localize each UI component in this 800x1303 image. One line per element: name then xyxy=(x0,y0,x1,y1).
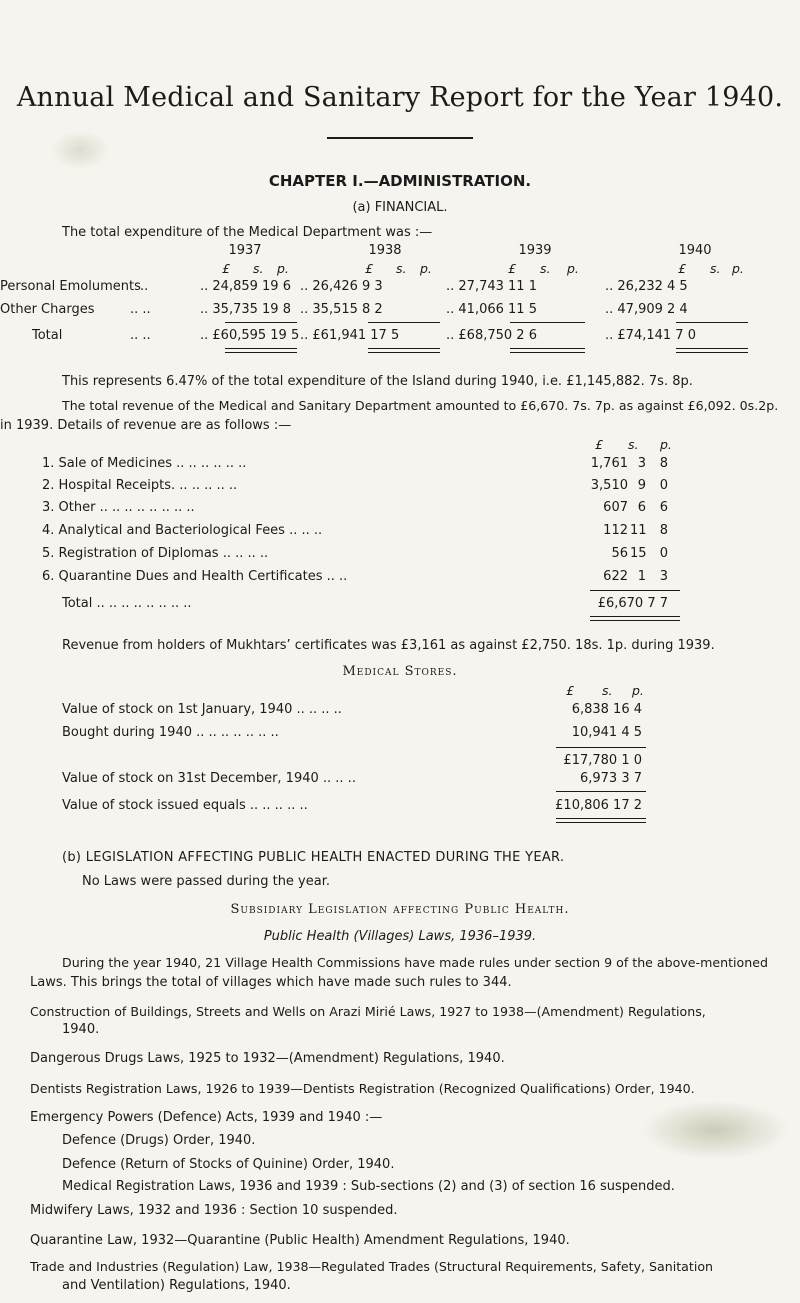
subtotal-rule xyxy=(368,322,440,323)
stores-value: £10,806 17 2 xyxy=(555,798,642,813)
revenue-pence: 8 xyxy=(659,523,668,538)
row-label: Other Charges xyxy=(0,302,95,317)
stores-label: Value of stock issued equals .. .. .. .. .. xyxy=(62,798,308,813)
title-divider xyxy=(327,137,473,139)
year-1937: 1937 xyxy=(228,243,262,258)
row-dots: .. .. xyxy=(130,302,151,317)
year-1939: 1939 xyxy=(518,243,552,258)
no-laws-text: No Laws were passed during the year. xyxy=(82,874,331,889)
penny-unit: p. xyxy=(420,261,432,276)
revenue-pounds: 3,510 xyxy=(590,478,628,493)
list-item xyxy=(0,523,800,541)
list-item: Quarantine Law, 1932—Quarantine (Public Health) Amendment Regulations, 1940. xyxy=(30,1233,570,1248)
expenditure-intro: The total expenditure of the Medical Department was :— xyxy=(62,225,433,240)
pound-unit: £ xyxy=(508,261,516,276)
public-health-heading: Public Health (Villages) Laws, 1936–1939. xyxy=(263,929,537,944)
list-item xyxy=(0,478,800,496)
revenue-pence: 0 xyxy=(659,478,668,493)
table-row xyxy=(0,771,800,789)
shilling-unit: s. xyxy=(253,261,264,276)
revenue-shillings: 6 xyxy=(637,500,646,515)
chapter-heading: CHAPTER I.—ADMINISTRATION. xyxy=(268,172,532,190)
value-1940: .. 47,909 2 4 xyxy=(605,302,688,317)
list-item: Defence (Return of Stocks of Quinine) Order, 1940. xyxy=(62,1157,395,1172)
row-dots: .. .. xyxy=(130,328,151,343)
total-double-rule xyxy=(556,818,646,823)
year-1938: 1938 xyxy=(368,243,402,258)
row-dots: .. xyxy=(140,279,149,294)
value-1939: .. £68,750 2 6 xyxy=(446,328,537,343)
value-1938: .. 35,515 8 2 xyxy=(300,302,383,317)
revenue-paragraph-line2: in 1939. Details of revenue are as follows :— xyxy=(0,418,292,433)
paper-stain xyxy=(50,130,110,170)
list-item: Defence (Drugs) Order, 1940. xyxy=(62,1133,256,1148)
revenue-shillings: 1 xyxy=(637,569,646,584)
value-1937: .. 24,859 19 6 xyxy=(200,279,291,294)
page-title: Annual Medical and Sanitary Report for the Year 1940. xyxy=(16,82,784,113)
revenue-pounds: 1,761 xyxy=(590,456,628,471)
value-1938: .. £61,941 17 5 xyxy=(300,328,400,343)
stores-label: Value of stock on 31st December, 1940 .. .. .. xyxy=(62,771,356,786)
revenue-pounds: 607 xyxy=(603,500,628,515)
shilling-unit: s. xyxy=(628,437,639,452)
village-paragraph-line1: During the year 1940, 21 Village Health Commissions have made rules under section 9 of the above-mentioned xyxy=(62,955,768,970)
medical-stores-heading: Medical Stores. xyxy=(342,664,458,679)
list-item: and Ventilation) Regulations, 1940. xyxy=(62,1278,291,1293)
stores-label: Bought during 1940 .. .. .. .. .. .. .. xyxy=(62,725,279,740)
penny-unit: p. xyxy=(660,437,672,452)
shilling-unit: s. xyxy=(602,683,613,698)
list-item: Dentists Registration Laws, 1926 to 1939—Dentists Registration (Recognized Qualifications) Order, 1940. xyxy=(30,1081,695,1096)
subtotal-rule xyxy=(225,322,297,323)
revenue-label: 1. Sale of Medicines .. .. .. .. .. .. xyxy=(42,456,247,471)
revenue-shillings: 3 xyxy=(637,456,646,471)
total-double-rule xyxy=(225,348,297,353)
section-a-heading: (a) FINANCIAL. xyxy=(352,200,448,215)
value-1939: .. 27,743 11 1 xyxy=(446,279,537,294)
value-1937: .. £60,595 19 5 xyxy=(200,328,300,343)
row-label: Total xyxy=(32,328,63,343)
list-item xyxy=(0,546,800,564)
list-item xyxy=(0,500,800,518)
revenue-pence: 3 xyxy=(659,569,668,584)
revenue-pence: 8 xyxy=(659,456,668,471)
revenue-total-row xyxy=(0,596,800,614)
subtotal-rule xyxy=(510,322,585,323)
value-1939: .. 41,066 11 5 xyxy=(446,302,537,317)
stores-value: 6,973 3 7 xyxy=(579,771,642,786)
list-item: Trade and Industries (Regulation) Law, 1938—Regulated Trades (Structural Requirements, Safety, Sanitation xyxy=(30,1259,714,1274)
revenue-pounds: 112 xyxy=(603,523,628,538)
revenue-shillings: 11 xyxy=(630,523,647,538)
revenue-shillings: 15 xyxy=(630,546,647,561)
table-row xyxy=(0,702,800,720)
shilling-unit: s. xyxy=(396,261,407,276)
revenue-label: 6. Quarantine Dues and Health Certificates .. .. xyxy=(42,569,348,584)
total-double-rule xyxy=(590,616,680,621)
list-item: Midwifery Laws, 1932 and 1936 : Section 10 suspended. xyxy=(30,1203,398,1218)
represents-paragraph: This represents 6.47% of the total expenditure of the Island during 1940, i.e. £1,145,882. 7s. 8p. xyxy=(62,374,693,389)
revenue-label: 5. Registration of Diplomas .. .. .. .. xyxy=(42,546,269,561)
pound-unit: £ xyxy=(566,683,574,698)
mukhtars-paragraph: Revenue from holders of Mukhtars’ certificates was £3,161 as against £2,750. 18s. 1p. during 1939. xyxy=(62,638,715,653)
table-row xyxy=(0,725,800,743)
village-paragraph-line2: Laws. This brings the total of villages which have made such rules to 344. xyxy=(30,975,512,990)
pound-unit: £ xyxy=(678,261,686,276)
penny-unit: p. xyxy=(567,261,579,276)
revenue-pounds: 622 xyxy=(603,569,628,584)
list-item: Dangerous Drugs Laws, 1925 to 1932—(Amendment) Regulations, 1940. xyxy=(30,1051,505,1066)
penny-unit: p. xyxy=(277,261,289,276)
table-row xyxy=(0,753,800,771)
subsidiary-legislation-heading: Subsidiary Legislation affecting Public Health. xyxy=(230,902,570,917)
subtotal-rule xyxy=(556,791,646,792)
list-item: Medical Registration Laws, 1936 and 1939 : Sub-sections (2) and (3) of section 16 suspended. xyxy=(62,1179,675,1194)
total-double-rule xyxy=(510,348,585,353)
section-b-heading: (b) LEGISLATION AFFECTING PUBLIC HEALTH ENACTED DURING THE YEAR. xyxy=(62,850,565,865)
total-double-rule xyxy=(368,348,440,353)
shilling-unit: s. xyxy=(710,261,721,276)
row-label: Personal Emoluments xyxy=(0,279,141,294)
revenue-pence: 6 xyxy=(659,500,668,515)
shilling-unit: s. xyxy=(540,261,551,276)
value-1940: .. £74,141 7 0 xyxy=(605,328,696,343)
revenue-label: 3. Other .. .. .. .. .. .. .. .. xyxy=(42,500,195,515)
value-1937: .. 35,735 19 8 xyxy=(200,302,291,317)
list-item: 1940. xyxy=(62,1022,100,1037)
subtotal-rule xyxy=(590,590,680,591)
penny-unit: p. xyxy=(632,683,644,698)
paper-stain xyxy=(640,1100,790,1160)
stores-label: Value of stock on 1st January, 1940 .. .. .. .. xyxy=(62,702,342,717)
list-item xyxy=(0,456,800,474)
revenue-label: 4. Analytical and Bacteriological Fees .. .. .. xyxy=(42,523,323,538)
pound-unit: £ xyxy=(222,261,230,276)
stores-value: £17,780 1 0 xyxy=(563,753,642,768)
revenue-pence: 0 xyxy=(659,546,668,561)
pound-unit: £ xyxy=(595,437,603,452)
revenue-pounds: 56 xyxy=(611,546,628,561)
table-row xyxy=(0,798,800,816)
value-1940: .. 26,232 4 5 xyxy=(605,279,688,294)
total-double-rule xyxy=(676,348,748,353)
value-1938: .. 26,426 9 3 xyxy=(300,279,383,294)
revenue-label: 2. Hospital Receipts. .. .. .. .. .. xyxy=(42,478,238,493)
pound-unit: £ xyxy=(365,261,373,276)
revenue-paragraph-line1: The total revenue of the Medical and Sanitary Department amounted to £6,670. 7s. 7p. as against £6,092. 0s.2p. xyxy=(62,398,779,413)
list-item: Construction of Buildings, Streets and Wells on Arazi Mirié Laws, 1927 to 1938—(Amendment) Regulations, xyxy=(30,1004,706,1019)
subtotal-rule xyxy=(556,747,646,748)
revenue-total-label: Total .. .. .. .. .. .. .. .. xyxy=(62,596,192,611)
stores-value: 6,838 16 4 xyxy=(571,702,642,717)
revenue-shillings: 9 xyxy=(637,478,646,493)
list-item: Emergency Powers (Defence) Acts, 1939 and 1940 :— xyxy=(30,1110,383,1125)
subtotal-rule xyxy=(676,322,748,323)
year-1940: 1940 xyxy=(678,243,712,258)
stores-value: 10,941 4 5 xyxy=(571,725,642,740)
penny-unit: p. xyxy=(732,261,744,276)
list-item xyxy=(0,569,800,587)
revenue-total-value: £6,670 7 7 xyxy=(597,596,668,611)
